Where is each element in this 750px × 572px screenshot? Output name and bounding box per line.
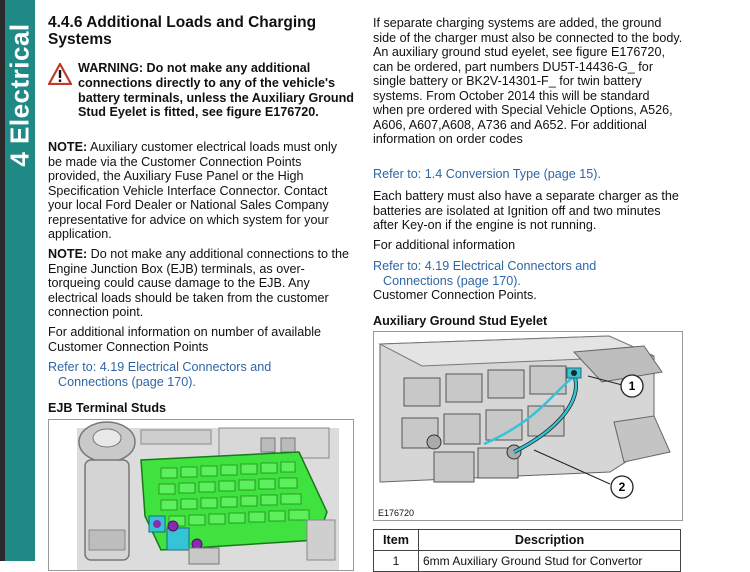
callout-2: 2 [618,480,626,494]
item-description-table [373,529,681,572]
ejb-illustration [49,420,353,570]
warning-text: WARNING: Do not make any additional connections directly to any of the vehicle's battery terminals, unless the Auxiliary Ground Stud Eyelet is fitted, see figure E176720. [78,61,354,120]
note-customer-loads [48,140,354,242]
column-header-description: Description [419,530,681,551]
charging-systems-paragraph: If separate charging systems are added, the ground side of the charger must also be connected to the body. An auxiliary ground stud eyelet, see figure E176720, can be ordered, part numbers DU5T-14436-G_ for single battery or BK2V-14301-F_ for twin battery systems. From October 2014 this will be standard when pre ordered with Special Vehicle Options, A526, A606, A607,A608, A736 and A652. For additional information on order codes [373,16,683,146]
chapter-tab-label: 4 Electrical [4,23,35,167]
warning-triangle-icon [48,63,72,85]
note-label: NOTE: [48,247,88,261]
separate-charger-paragraph: Each battery must also have a separate charger as the batteries are isolated at Ignition off and two minutes after Key-on if the engine is not running. [373,189,679,232]
reference-link-connectors[interactable] [48,360,354,389]
info-paragraph: For additional information on number of available Customer Connection Points [48,325,322,354]
customer-connection-points-text: Customer Connection Points. [373,288,537,302]
note-text: Do not make any additional connections to the Engine Junction Box (EJB) terminals, as over-torqueing could cause damage to the EJB. Any electrical loads should be taken from the customer connection point. [48,247,350,319]
reference-link-conversion-type[interactable]: Refer to: 1.4 Conversion Type (page 15). [373,167,601,181]
table-header-row [374,530,681,551]
link-line: Connections (page 170). [58,374,196,389]
section-title: 4.4.6 Additional Loads and Charging Systems [48,14,317,48]
additional-info-paragraph: For additional information [373,238,516,252]
figure-title-ejb: EJB Terminal Studs [48,401,167,415]
reference-link-connectors-right[interactable] [373,259,683,288]
figure-auxiliary-ground-stud [373,331,683,521]
note-ejb-terminals [48,247,354,320]
link-line: Refer to: 4.19 Electrical Connectors and [48,360,272,374]
note-text: Auxiliary customer electrical loads must only be made via the Customer Connection Points provided, the Auxiliary Fuse Panel or the High Specification Vehicle Interface Connector. Contact your local Ford Dealer or National Sales Company representative for advice on which system for your application. [48,140,338,241]
figure-title-ground-stud: Auxiliary Ground Stud Eyelet [373,314,548,328]
table-row [374,551,681,572]
ground-stud-illustration [374,332,682,520]
link-line: Refer to: 4.19 Electrical Connectors and [373,259,597,273]
figure-ejb-terminal-studs [48,419,354,571]
note-label: NOTE: [48,140,88,154]
link-line: Connections (page 170). [383,273,521,288]
figure-code: E176720 [378,508,415,518]
table-cell-description: 6mm Auxiliary Ground Stud for Convertor [419,551,681,572]
callout-1: 1 [628,379,636,393]
chapter-side-tab [5,0,35,561]
column-header-item: Item [374,530,419,551]
table-cell-item: 1 [374,551,419,572]
